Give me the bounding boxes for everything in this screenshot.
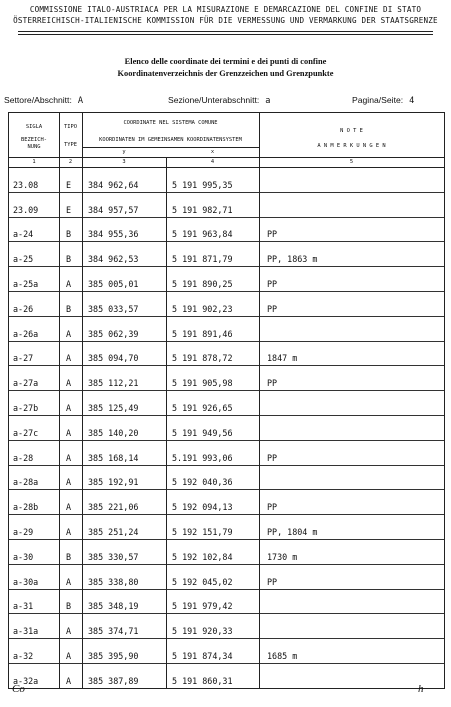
cell [82, 241, 166, 266]
cell [9, 192, 59, 217]
cell-x: 5 191 949,56 [172, 427, 233, 438]
cell [9, 365, 59, 390]
cell [9, 440, 59, 465]
signature-left: Co [12, 683, 25, 695]
cell [82, 415, 166, 440]
cell [9, 539, 59, 564]
cell-y: 385 062,39 [88, 328, 139, 339]
cell [9, 167, 59, 192]
table-row [9, 638, 444, 664]
cell [166, 192, 259, 217]
cell-x: 5 192 094,13 [172, 502, 233, 513]
cell-y: 385 005,01 [88, 278, 139, 289]
col-num-2: 2 [68, 159, 73, 165]
cell [59, 440, 82, 465]
table-row [9, 539, 444, 565]
cell [259, 564, 444, 589]
cell-y: 385 387,89 [88, 675, 139, 686]
col-nung-label: NUNG [27, 144, 41, 150]
cell-tipo: A [66, 526, 72, 537]
sector-value: A [77, 96, 84, 106]
cell-x: 5 191 926,65 [172, 402, 233, 413]
cell-tipo: B [66, 254, 72, 265]
cell-y: 385 192,91 [88, 477, 139, 488]
cell [82, 613, 166, 638]
cell-x: 5 191 920,33 [172, 626, 233, 637]
cell-note: PP, 1804 m [267, 526, 318, 537]
cell-x: 5 192 040,36 [172, 477, 233, 488]
col-num-3: 3 [122, 159, 126, 165]
cell-x: 5.191 993,06 [172, 452, 233, 463]
cell-note: PP [267, 502, 278, 513]
cell-x: 5 191 982,71 [172, 204, 233, 215]
cell [82, 316, 166, 341]
cell [166, 539, 259, 564]
cell-tipo: A [66, 626, 72, 637]
cell [166, 266, 259, 291]
col-notes-german: A N M E R K U N G E N [317, 143, 386, 149]
cell-y: 385 251,24 [88, 526, 139, 537]
cell [9, 390, 59, 415]
cell [82, 564, 166, 589]
cell [9, 589, 59, 614]
cell-note: 1730 m [267, 551, 298, 562]
cell [166, 316, 259, 341]
cell-x: 5 191 963,84 [172, 229, 233, 240]
cell-y: 385 094,70 [88, 353, 139, 364]
cell [82, 167, 166, 192]
cell [59, 564, 82, 589]
cell [259, 638, 444, 663]
cell-tipo: A [66, 452, 72, 463]
coord-header-italian: COORDINATE NEL SISTEMA COMUNE [123, 120, 218, 126]
table-row [9, 514, 444, 540]
commission-header-italian: COMMISSIONE ITALO-AUSTRIACA PER LA MISURAZIONE E DEMARCAZIONE DEL CONFINE DI STATO [29, 5, 422, 14]
cell-tipo: B [66, 229, 72, 240]
cell [82, 465, 166, 490]
cell [59, 167, 82, 192]
cell [82, 489, 166, 514]
table-row [9, 663, 444, 688]
sector-label: Settore/Abschnitt: [4, 95, 72, 105]
cell-sigla: 23.09 [13, 204, 39, 215]
cell-tipo: A [66, 402, 72, 413]
cell [166, 440, 259, 465]
subsection-label: Sezione/Unterabschnitt: [168, 95, 260, 105]
cell [259, 192, 444, 217]
table-row [9, 465, 444, 491]
col-num-5: 5 [349, 159, 354, 165]
cell-note: PP [267, 378, 278, 389]
cell [259, 365, 444, 390]
header-rule [9, 157, 444, 158]
cell-y: 385 348,19 [88, 601, 139, 612]
cell [259, 465, 444, 490]
cell-x: 5 192 151,79 [172, 526, 233, 537]
coordinate-table [8, 112, 445, 689]
col-x-label: x [210, 149, 215, 155]
cell [166, 291, 259, 316]
header-rule [82, 147, 259, 148]
col-num-1: 1 [32, 159, 36, 165]
cell [59, 291, 82, 316]
cell [59, 539, 82, 564]
cell [166, 167, 259, 192]
cell [9, 465, 59, 490]
cell-tipo: A [66, 278, 72, 289]
cell [59, 316, 82, 341]
subsection-value: a [265, 96, 271, 106]
header-rule-bottom [18, 34, 433, 35]
cell [259, 291, 444, 316]
cell-sigla: a-27a [13, 378, 39, 389]
cell-note: PP, 1863 m [267, 254, 318, 265]
cell-tipo: A [66, 378, 72, 389]
table-row [9, 192, 444, 218]
cell [166, 638, 259, 663]
cell [82, 365, 166, 390]
title-german: Koordinatenverzeichnis der Grenzzeichen und Grenzpunkte [117, 69, 334, 78]
cell-x: 5 191 890,25 [172, 278, 233, 289]
page-label: Pagina/Seite: [352, 95, 404, 105]
cell-y: 385 168,14 [88, 452, 139, 463]
cell-y: 385 140,20 [88, 427, 139, 438]
cell [9, 489, 59, 514]
cell [259, 589, 444, 614]
cell-y: 385 395,90 [88, 650, 139, 661]
coord-header-german: KOORDINATEN IM GEMEINSAMEN KOORDINATENSYSTEM [99, 137, 242, 143]
table-row [9, 489, 444, 515]
cell-sigla: a-30a [13, 576, 39, 587]
cell-x: 5 191 905,98 [172, 378, 233, 389]
cell-tipo: E [66, 179, 72, 190]
cell-y: 385 112,21 [88, 378, 139, 389]
cell [166, 241, 259, 266]
col-notes-italian: N O T E [340, 128, 363, 134]
cell-sigla: a-28a [13, 477, 39, 488]
cell [82, 539, 166, 564]
cell-note: PP [267, 452, 278, 463]
cell [82, 663, 166, 688]
cell [9, 241, 59, 266]
cell [166, 514, 259, 539]
cell [9, 638, 59, 663]
cell-tipo: A [66, 502, 72, 513]
subsection-field [168, 95, 270, 106]
cell [9, 266, 59, 291]
cell-y: 385 221,06 [88, 502, 139, 513]
cell [9, 564, 59, 589]
col-tipo-label: TIPO [64, 124, 77, 130]
cell [166, 217, 259, 242]
cell-tipo: A [66, 675, 72, 686]
cell-x: 5 191 979,42 [172, 601, 233, 612]
cell [166, 489, 259, 514]
cell-sigla: a-27c [13, 427, 39, 438]
cell-tipo: E [66, 204, 72, 215]
cell [82, 638, 166, 663]
cell-sigla: a-28b [13, 502, 39, 513]
cell-x: 5 192 045,02 [172, 576, 233, 587]
cell-y: 385 125,49 [88, 402, 139, 413]
cell [59, 390, 82, 415]
cell [166, 465, 259, 490]
cell-note: 1847 m [267, 353, 298, 364]
cell [9, 341, 59, 366]
cell-y: 384 962,53 [88, 254, 139, 265]
cell [9, 514, 59, 539]
title-italian: Elenco delle coordinate dei termini e dei punti di confine [124, 57, 327, 66]
cell-tipo: A [66, 576, 72, 587]
cell-y: 385 033,57 [88, 303, 139, 314]
cell [166, 415, 259, 440]
col-type-label: TYPE [64, 142, 77, 148]
cell [166, 613, 259, 638]
table-header [9, 113, 444, 168]
cell [166, 589, 259, 614]
cell-y: 385 330,57 [88, 551, 139, 562]
cell-note: PP [267, 303, 278, 314]
cell [59, 489, 82, 514]
cell [82, 589, 166, 614]
cell [9, 613, 59, 638]
cell [59, 613, 82, 638]
cell [59, 415, 82, 440]
cell [59, 217, 82, 242]
table-row [9, 341, 444, 367]
col-bezeichnung-label: BEZEICH- [21, 137, 47, 143]
table-row [9, 241, 444, 267]
table-row [9, 589, 444, 615]
cell [9, 316, 59, 341]
cell-x: 5 191 874,34 [172, 650, 233, 661]
cell [166, 663, 259, 688]
cell [59, 241, 82, 266]
cell-sigla: a-32 [13, 650, 34, 661]
cell [82, 440, 166, 465]
cell [59, 465, 82, 490]
cell [259, 217, 444, 242]
cell-x: 5 192 102,84 [172, 551, 233, 562]
cell [9, 217, 59, 242]
cell-tipo: A [66, 477, 72, 488]
cell-tipo: A [66, 650, 72, 661]
cell [259, 489, 444, 514]
cell [59, 589, 82, 614]
cell-x: 5 191 871,79 [172, 254, 233, 265]
col-num-4: 4 [210, 159, 215, 165]
table-row [9, 217, 444, 243]
cell-sigla: a-32a [13, 675, 39, 686]
cell [166, 564, 259, 589]
cell [82, 341, 166, 366]
cell [259, 514, 444, 539]
cell-sigla: a-26 [13, 303, 34, 314]
table-row [9, 564, 444, 590]
cell [259, 390, 444, 415]
cell-tipo: B [66, 551, 72, 562]
cell [259, 613, 444, 638]
table-row [9, 167, 444, 193]
cell-note: PP [267, 229, 278, 240]
table-row [9, 266, 444, 292]
cell-sigla: a-24 [13, 229, 34, 240]
cell-sigla: a-27 [13, 353, 34, 364]
commission-header-german: ÖSTERREICHISCH-ITALIENISCHE KOMMISSION FÜR DIE VERMESSUNG UND VERMARKUNG DER STAATSGRENZE [13, 16, 438, 25]
cell-sigla: a-28 [13, 452, 34, 463]
col-sigla-label: SIGLA [25, 124, 43, 130]
cell [59, 192, 82, 217]
cell [82, 217, 166, 242]
cell-note: PP [267, 576, 278, 587]
sector-field [4, 95, 83, 106]
table-row [9, 440, 444, 466]
cell-sigla: a-31 [13, 601, 34, 612]
cell [82, 266, 166, 291]
cell-tipo: B [66, 303, 72, 314]
col-y-label: y [122, 149, 126, 155]
page-value: 4 [409, 96, 415, 106]
cell [259, 316, 444, 341]
cell [259, 539, 444, 564]
cell [166, 341, 259, 366]
signature-right: h [418, 683, 424, 695]
cell [166, 365, 259, 390]
cell [259, 440, 444, 465]
table-row [9, 316, 444, 342]
cell-note: PP [267, 278, 278, 289]
cell [9, 291, 59, 316]
cell [259, 241, 444, 266]
table-row [9, 415, 444, 441]
cell [259, 341, 444, 366]
cell-tipo: A [66, 353, 72, 364]
header-rule-top [18, 31, 433, 32]
cell-y: 384 955,36 [88, 229, 139, 240]
cell-y: 385 338,80 [88, 576, 139, 587]
cell [82, 291, 166, 316]
cell [82, 514, 166, 539]
cell-y: 384 957,57 [88, 204, 139, 215]
cell [259, 663, 444, 688]
cell-tipo: A [66, 427, 72, 438]
cell [259, 266, 444, 291]
cell-x: 5 191 860,31 [172, 675, 233, 686]
cell-sigla: a-25 [13, 254, 34, 265]
cell [166, 390, 259, 415]
cell [259, 167, 444, 192]
cell-tipo: A [66, 328, 72, 339]
cell [59, 514, 82, 539]
cell [59, 663, 82, 688]
cell [9, 415, 59, 440]
page-field [352, 95, 414, 106]
cell-x: 5 191 891,46 [172, 328, 233, 339]
cell [82, 390, 166, 415]
cell-x: 5 191 902,23 [172, 303, 233, 314]
cell-sigla: 23.08 [13, 179, 39, 190]
cell-y: 385 374,71 [88, 626, 139, 637]
cell-sigla: a-27b [13, 402, 39, 413]
cell-sigla: a-31a [13, 626, 39, 637]
table-row [9, 365, 444, 391]
table-row [9, 291, 444, 317]
cell [59, 365, 82, 390]
cell [59, 266, 82, 291]
cell-note: 1685 m [267, 650, 298, 661]
table-row [9, 390, 444, 416]
cell [259, 415, 444, 440]
cell [59, 638, 82, 663]
cell-tipo: B [66, 601, 72, 612]
table-row [9, 613, 444, 639]
cell-x: 5 191 878,72 [172, 353, 233, 364]
cell-y: 384 962,64 [88, 179, 139, 190]
cell [82, 192, 166, 217]
cell [59, 341, 82, 366]
cell-sigla: a-26a [13, 328, 39, 339]
cell-sigla: a-25a [13, 278, 39, 289]
cell-sigla: a-29 [13, 526, 34, 537]
cell-sigla: a-30 [13, 551, 34, 562]
cell-x: 5 191 995,35 [172, 179, 233, 190]
